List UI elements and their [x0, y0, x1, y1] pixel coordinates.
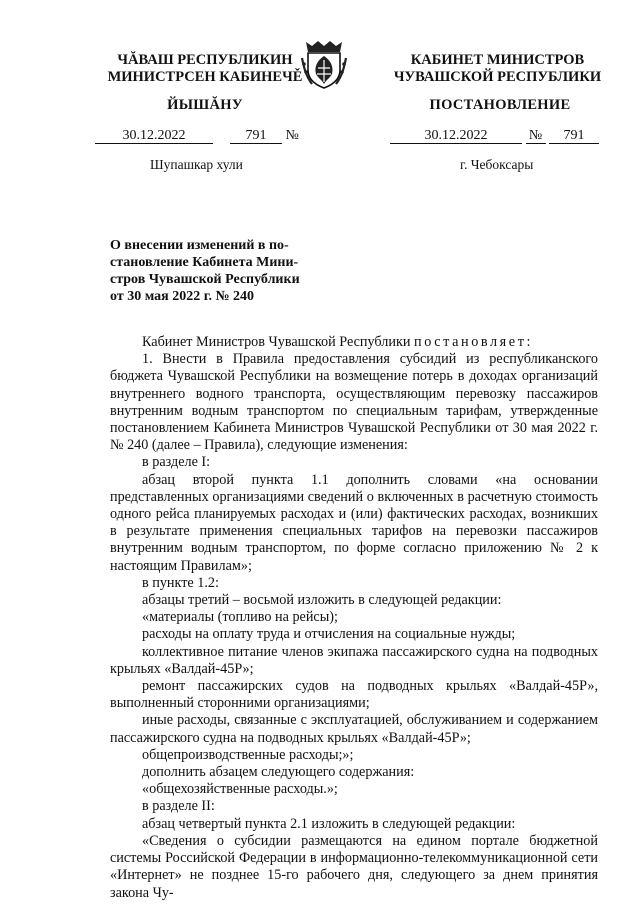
date-line-left — [95, 128, 299, 144]
subject-line: от 30 мая 2022 г. № 240 — [110, 289, 255, 304]
body-paragraph: в разделе I: — [142, 454, 211, 471]
body-paragraph: «Сведения о субсидии размещаются на едином портале бюджетной системы Российской Федерации в информационно-телекоммуникационной сети «Интернет» не позднее 15-го рабочего дня, следующего за днем принятия закона Чу- — [110, 832, 598, 901]
number-sign-right: № — [526, 129, 546, 144]
subject-line: становление Кабинета Мини- — [110, 255, 299, 270]
body-paragraph: общепроизводственные расходы;»; — [142, 746, 354, 763]
body-paragraph: абзац второй пункта 1.1 дополнить словами «на основании представленных организациями сведений о включенных в расчетную стоимость одного рейса планируемых расходах и (или) фактических расходах, возникших в результате применения специальных тарифов на перевозки пассажиров внутренним водным транспортом, по форме согласно приложению № 2 к настоящим Правилам»; — [110, 471, 598, 574]
doc-type-right: ПОСТАНОВЛЕНИЕ — [429, 97, 571, 113]
document-subject — [110, 237, 306, 305]
subject-line: О внесении изменений в по- — [110, 238, 289, 253]
body-paragraph: абзац четвертый пункта 2.1 изложить в следующей редакции: — [142, 815, 516, 832]
body-paragraph: «общехозяйственные расходы.»; — [142, 781, 338, 798]
header-right-line2: ЧУВАШСКОЙ РЕСПУБЛИКИ — [393, 69, 602, 85]
subject-line: стров Чувашской Республики — [110, 272, 300, 287]
body-paragraph: дополнить абзацем следующего содержания: — [142, 764, 415, 781]
document-body — [110, 334, 598, 902]
header-left-line2: МИНИСТРСЕН КАБИНЕЧĚ — [107, 69, 303, 85]
intro-paragraph — [110, 334, 598, 351]
header-left-line1: ЧĂВАШ РЕСПУБЛИКИН — [117, 52, 293, 68]
header-right — [380, 52, 615, 86]
number-left: 791 — [230, 129, 282, 144]
doc-type-left: ЙЫШĂНУ — [167, 97, 243, 113]
body-paragraph: расходы на оплату труда и отчисления на социальные нужды; — [142, 626, 516, 643]
body-paragraph: ремонт пассажирских судов на подводных крыльях «Валдай-45Р», выполненный сторонними организациями; — [110, 678, 598, 712]
body-paragraph: иные расходы, связанные с эксплуатацией, обслуживанием и содержанием пассажирского судна на подводных крыльях «Валдай-45Р»; — [110, 712, 598, 746]
body-paragraph: в пункте 1.2: — [142, 574, 219, 591]
body-paragraph: 1. Внести в Правила предоставления субсидий из республиканского бюджета Чувашской Республики на возмещение потерь в доходах организаций внутреннего водного транспорта, осуществляющим перевозку пассажиров внутренним водным транспортом по специальным тарифам, утвержденные постановлением Кабинета Министров Чувашской Республики от 30 мая 2022 г. № 240 (далее – Правила), следующие изменения: — [110, 351, 598, 454]
header-right-line1: КАБИНЕТ МИНИСТРОВ — [410, 52, 585, 68]
place-left: Шупашкар хули — [150, 157, 243, 172]
body-paragraph: абзацы третий – восьмой изложить в следующей редакции: — [142, 592, 502, 609]
number-right: 791 — [549, 129, 599, 144]
body-paragraph: коллективное питание членов экипажа пассажирского судна на подводных крыльях «Валдай-45Р»; — [110, 643, 598, 677]
number-sign-left: № — [285, 128, 299, 143]
header-left — [95, 52, 315, 86]
intro-spaced-word: постановляет: — [414, 334, 534, 350]
date-left: 30.12.2022 — [95, 129, 213, 144]
date-right: 30.12.2022 — [390, 129, 522, 144]
body-paragraph: в разделе II: — [142, 798, 215, 815]
intro-text: Кабинет Министров Чувашской Республики — [142, 334, 414, 350]
body-paragraph: «материалы (топливо на рейсы); — [142, 609, 338, 626]
coat-of-arms-icon — [300, 38, 348, 90]
date-line-right — [390, 128, 599, 144]
place-right: г. Чебоксары — [460, 157, 534, 172]
